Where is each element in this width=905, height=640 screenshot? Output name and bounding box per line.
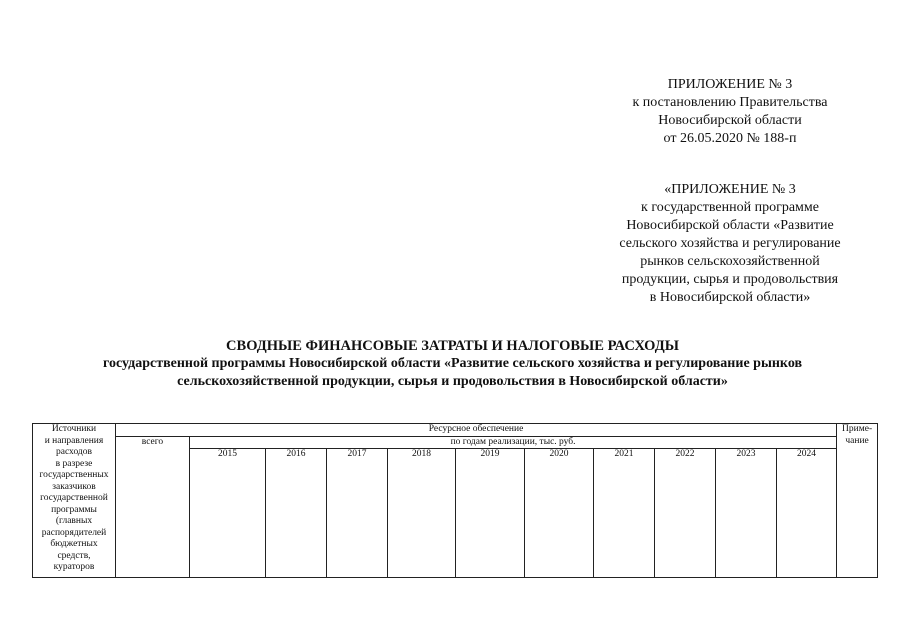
year-header-cell: 2021 xyxy=(594,449,655,578)
note-header-line: Приме- xyxy=(842,424,873,434)
appendix-line: Новосибирской области «Развитие xyxy=(626,218,834,233)
source-header-line: (главных xyxy=(55,516,93,526)
source-header-line: государственных xyxy=(39,470,109,480)
year-header-cell: 2016 xyxy=(266,449,327,578)
source-header-line: средств, xyxy=(57,550,91,561)
year-header-cell: 2023 xyxy=(716,449,777,578)
subtitle-line: сельскохозяйственной продукции, сырья и продовольствия в Новосибирской области» xyxy=(177,374,728,389)
source-header-line: кураторов xyxy=(53,562,95,572)
appendix-line: к государственной программе xyxy=(641,200,819,215)
source-header-cell xyxy=(33,424,116,578)
appendix-line: в Новосибирской области» xyxy=(649,290,811,305)
appendix-line: продукции, сырья и продовольствия xyxy=(621,272,839,287)
source-header-line: распорядителей xyxy=(41,527,107,538)
resource-header-cell: Ресурсное обеспечение xyxy=(116,424,837,437)
appendix-line: сельского хозяйства и регулирование xyxy=(619,236,841,251)
source-header-line: государственной xyxy=(40,493,108,503)
appendix-line: к постановлению Правительства xyxy=(632,95,828,110)
appendix-line: Новосибирской области xyxy=(658,113,802,128)
appendix-line: от 26.05.2020 № 188-п xyxy=(663,131,797,146)
source-header-line: Источники xyxy=(51,424,97,434)
source-header-line: расходов xyxy=(56,447,92,457)
main-title: СВОДНЫЕ ФИНАНСОВЫЕ ЗАТРАТЫ И НАЛОГОВЫЕ РАСХОДЫ xyxy=(226,338,679,354)
header-row xyxy=(33,436,878,449)
source-header-line: в разрезе xyxy=(55,458,93,469)
source-header-line: бюджетных xyxy=(50,539,98,549)
appendix-line: рынков сельскохозяйственной xyxy=(640,254,820,269)
year-header-cell: 2015 xyxy=(190,449,266,578)
subtitle-line: государственной программы Новосибирской области «Развитие сельского хозяйства и регулирование рынков xyxy=(102,356,803,371)
decree-appendix-header xyxy=(600,76,860,148)
year-header-cell: 2019 xyxy=(456,449,525,578)
by-years-header-cell: по годам реализации, тыс. руб. xyxy=(190,436,837,449)
program-appendix-header xyxy=(585,181,875,307)
appendix-line: ПРИЛОЖЕНИЕ № 3 xyxy=(667,77,793,92)
document-title xyxy=(20,337,885,391)
total-header-cell: всего xyxy=(116,436,190,578)
note-header-line: чание xyxy=(845,435,869,446)
financial-costs-table xyxy=(32,423,878,578)
source-header-line: заказчиков xyxy=(52,481,96,492)
appendix-line: «ПРИЛОЖЕНИЕ № 3 xyxy=(664,182,796,197)
year-header-cell: 2022 xyxy=(655,449,716,578)
header-row xyxy=(33,424,878,437)
year-header-cell: 2020 xyxy=(525,449,594,578)
year-header-cell: 2017 xyxy=(327,449,388,578)
source-header-line: программы xyxy=(51,504,97,515)
year-header-cell: 2018 xyxy=(388,449,456,578)
year-header-cell: 2024 xyxy=(777,449,837,578)
note-header-cell xyxy=(837,424,878,578)
source-header-line: и направления xyxy=(44,435,104,446)
